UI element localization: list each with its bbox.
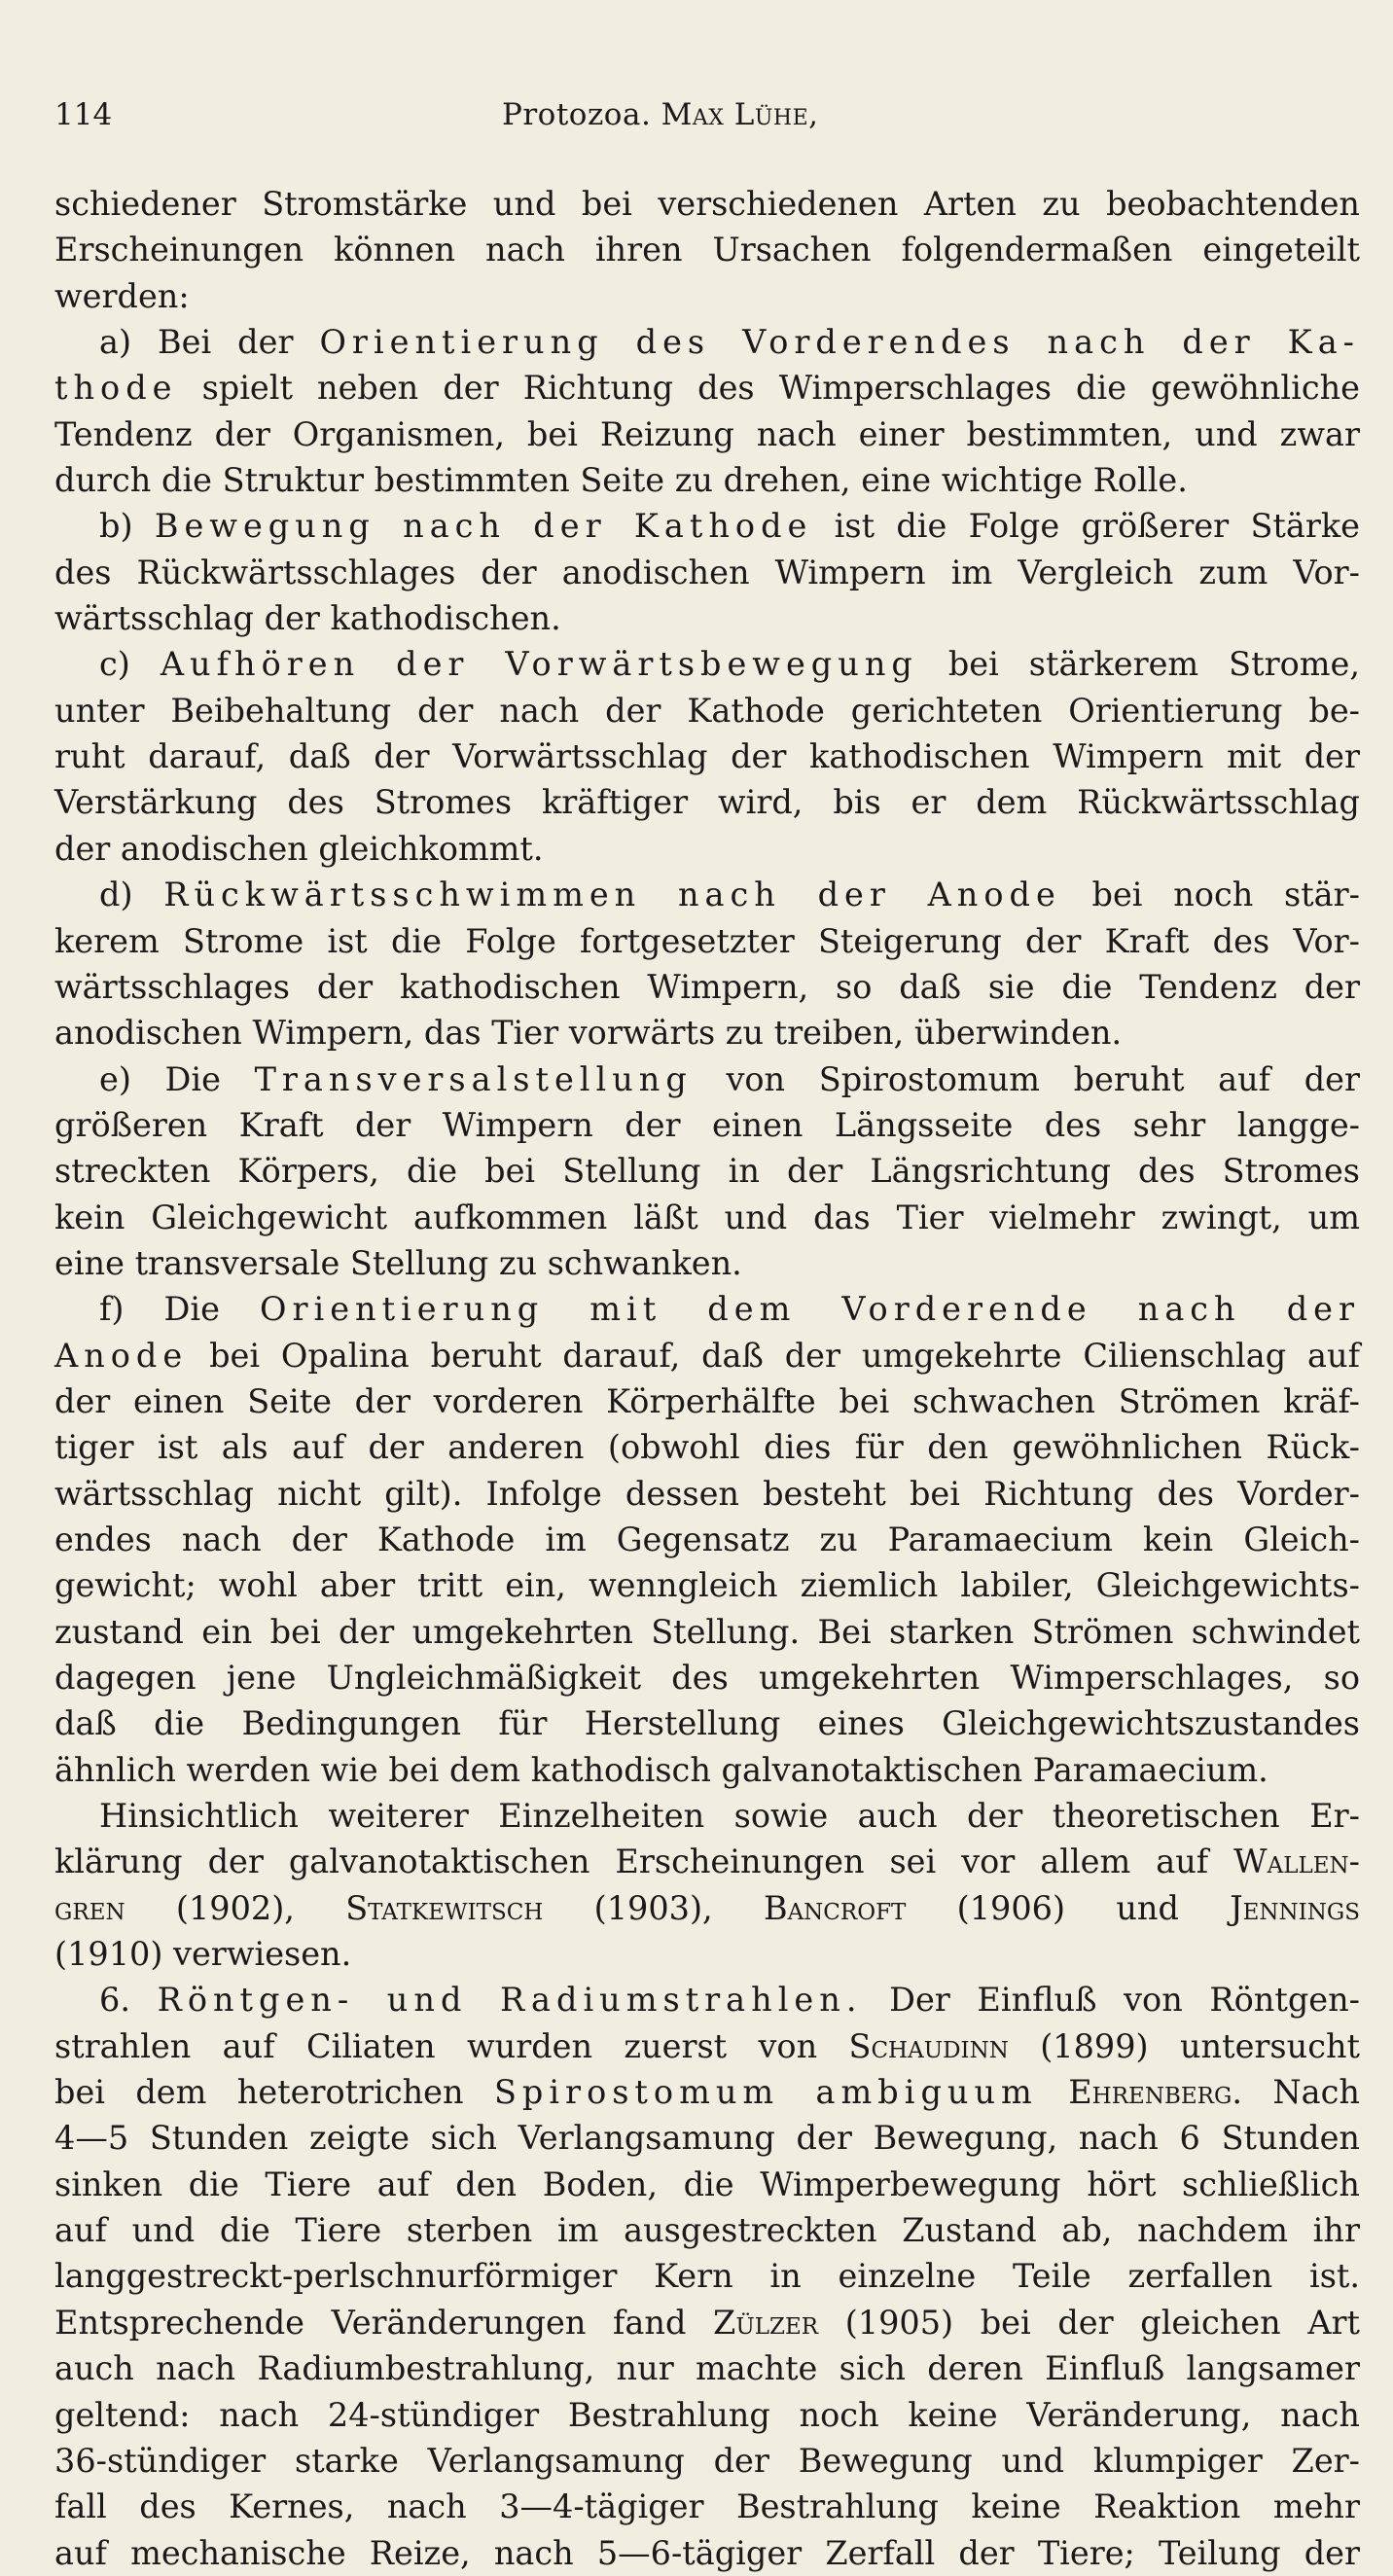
text-line: auch nach Radiumbestrahlung, nur machte sich deren Einfluß langsamer: [54, 2349, 1360, 2388]
author-citation: Bancroft: [763, 1888, 907, 1927]
text-line: daß die Bedingungen für Herstellung eines Gleichgewichtszustandes: [54, 1704, 1360, 1743]
text-line: zustand ein bei der umgekehrten Stellung. Bei starken Strömen schwindet: [54, 1612, 1360, 1651]
text-line: tiger ist als auf der anderen (obwohl dies für den gewöhnlichen Rück-: [54, 1428, 1360, 1467]
running-title: [502, 97, 819, 132]
text-line: auf und die Tiere sterben im ausgestreckten Zustand ab, nachdem ihr: [54, 2211, 1360, 2250]
body-text: [54, 181, 1360, 2576]
author-citation: Wallen-: [1233, 1843, 1360, 1881]
text-line: der anodischen gleichkommt.: [54, 829, 544, 868]
text-line: 4—5 Stunden zeigte sich Verlangsamung der Bewegung, nach 6 Stunden: [54, 2119, 1360, 2158]
spaced-heading: Rückwärtsschwimmen nach der Anode: [163, 876, 1061, 914]
author-citation: Schaudinn: [848, 2026, 1009, 2065]
spaced-heading: thode: [54, 369, 178, 408]
text-line: durch die Struktur bestimmten Seite zu drehen, eine wichtige Rolle.: [54, 461, 1188, 500]
text-line: wärtsschlag nicht gilt). Infolge dessen besteht bei Richtung des Vorder-: [54, 1474, 1360, 1513]
spaced-species-name: Spirostomum ambiguum: [493, 2073, 1038, 2112]
text-line: (1910) verwiesen.: [54, 1935, 352, 1974]
text-line: wärtsschlages der kathodischen Wimpern, so daß sie die Tendenz der: [54, 967, 1360, 1006]
spaced-heading: Orientierung mit dem Vorderende nach der: [260, 1290, 1360, 1329]
text-line: unter Beibehaltung der nach der Kathode gerichteten Orientierung be-: [54, 691, 1360, 730]
text-line: thode spielt neben der Richtung des Wimperschlages die gewöhnliche: [54, 369, 1360, 408]
section-name: Protozoa.: [502, 97, 652, 132]
spaced-heading: Aufhören der Vorwärtsbewegung: [160, 645, 918, 684]
author-citation: Ehrenberg: [1068, 2073, 1232, 2112]
spaced-heading: Transversalstellung: [254, 1059, 693, 1098]
page-number: 114: [54, 97, 113, 132]
text-line: eine transversale Stellung zu schwanken.: [54, 1243, 742, 1282]
spaced-heading: Bewegung nach der Kathode: [154, 507, 813, 546]
paragraph-b-start: b) Bewegung nach der Kathode ist die Folge größerer Stärke: [99, 507, 1361, 546]
text-line: kein Gleichgewicht aufkommen läßt und das Tier vielmehr zwingt, um: [54, 1198, 1360, 1236]
text-line: gren (1902), Statkewitsch (1903), Bancroft (1906) und Jennings: [54, 1888, 1360, 1927]
text-line: gewicht; wohl aber tritt ein, wenngleich ziemlich labiler, Gleichgewichts-: [54, 1566, 1360, 1605]
text-line: ähnlich werden wie bei dem kathodisch galvanotaktischen Paramaecium.: [54, 1750, 1268, 1789]
spaced-heading: Orientierung des Vorderendes nach der Ka-: [319, 323, 1360, 362]
text-line: ruht darauf, daß der Vorwärtsschlag der kathodischen Wimpern mit der: [54, 737, 1360, 776]
text-line: sinken die Tiere auf den Boden, die Wimperbewegung hört schließlich: [54, 2165, 1360, 2203]
author-citation: Statkewitsch: [345, 1888, 544, 1927]
text-line: wärtsschlag der kathodischen.: [54, 599, 561, 638]
author-citation: Zülzer: [713, 2303, 819, 2342]
spaced-heading: Röntgen- und Radiumstrahlen.: [157, 1981, 863, 2020]
paragraph-references-start: Hinsichtlich weiterer Einzelheiten sowie auch der theoretischen Er-: [99, 1797, 1360, 1836]
text-line: Entsprechende Veränderungen fand Zülzer (1905) bei der gleichen Art: [54, 2303, 1360, 2342]
text-line: Tendenz der Organismen, bei Reizung nach einer bestimmten, und zwar: [54, 414, 1360, 453]
author-name: Max Lühe,: [661, 97, 819, 132]
text-line: strahlen auf Ciliaten wurden zuerst von Schaudinn (1899) untersucht: [54, 2026, 1360, 2065]
text-line: endes nach der Kathode im Gegensatz zu Paramaecium kein Gleich-: [54, 1520, 1360, 1558]
author-citation: Jennings: [1230, 1888, 1360, 1927]
text-line: geltend: nach 24-stündiger Bestrahlung noch keine Veränderung, nach: [54, 2395, 1360, 2434]
text-line: bei dem heterotrichen Spirostomum ambiguum Ehrenberg. Nach: [54, 2073, 1360, 2112]
text-line: schiedener Stromstärke und bei verschiedenen Arten zu beobachtenden: [54, 185, 1360, 223]
paragraph-a-start: a) Bei der Orientierung des Vorderendes nach der Ka-: [99, 323, 1360, 362]
text-line: kerem Strome ist die Folge fortgesetzter Steigerung der Kraft des Vor-: [54, 921, 1360, 960]
running-header: [54, 97, 1358, 146]
text-line: Erscheinungen können nach ihren Ursachen folgendermaßen eingeteilt: [54, 231, 1360, 269]
paragraph-d-start: d) Rückwärtsschwimmen nach der Anode bei noch stär-: [99, 876, 1360, 914]
text-line: Anode bei Opalina beruht darauf, daß der umgekehrte Cilienschlag auf: [54, 1336, 1360, 1375]
text-line: klärung der galvanotaktischen Erscheinungen sei vor allem auf Wallen-: [54, 1843, 1360, 1881]
author-citation: gren: [54, 1888, 125, 1927]
text-line: fall des Kernes, nach 3—4-tägiger Bestrahlung keine Reaktion mehr: [54, 2487, 1360, 2526]
text-line: langgestreckt-perlschnurförmiger Kern in einzelne Teile zerfallen ist.: [54, 2257, 1360, 2296]
text-line: des Rückwärtsschlages der anodischen Wimpern im Vergleich zum Vor-: [54, 553, 1360, 591]
spaced-heading: Anode: [54, 1336, 189, 1375]
text-line: Verstärkung des Stromes kräftiger wird, bis er dem Rückwärtsschlag: [54, 783, 1360, 822]
text-line: größeren Kraft der Wimpern der einen Längsseite des sehr langge-: [54, 1105, 1360, 1144]
paragraph-e-start: e) Die Transversalstellung von Spirostomum beruht auf der: [99, 1059, 1360, 1098]
section-6-start: 6. Röntgen- und Radiumstrahlen. Der Einfluß von Röntgen-: [99, 1981, 1360, 2020]
paragraph-c-start: c) Aufhören der Vorwärtsbewegung bei stärkerem Strome,: [99, 645, 1360, 684]
text-line: dagegen jene Ungleichmäßigkeit des umgekehrten Wimperschlages, so: [54, 1659, 1360, 1697]
paragraph-f-start: f) Die Orientierung mit dem Vorderende nach der: [99, 1290, 1360, 1329]
text-line: 36-stündiger starke Verlangsamung der Bewegung und klumpiger Zer-: [54, 2441, 1360, 2480]
text-line: auf mechanische Reize, nach 5—6-tägiger Zerfall der Tiere; Teilung der: [54, 2533, 1360, 2572]
text-line: der einen Seite der vorderen Körperhälfte bei schwachen Strömen kräf-: [54, 1381, 1360, 1420]
text-line: streckten Körpers, die bei Stellung in der Längsrichtung des Stromes: [54, 1152, 1360, 1191]
text-line: anodischen Wimpern, das Tier vorwärts zu treiben, überwinden.: [54, 1014, 1123, 1053]
text-line: werden:: [54, 276, 190, 315]
